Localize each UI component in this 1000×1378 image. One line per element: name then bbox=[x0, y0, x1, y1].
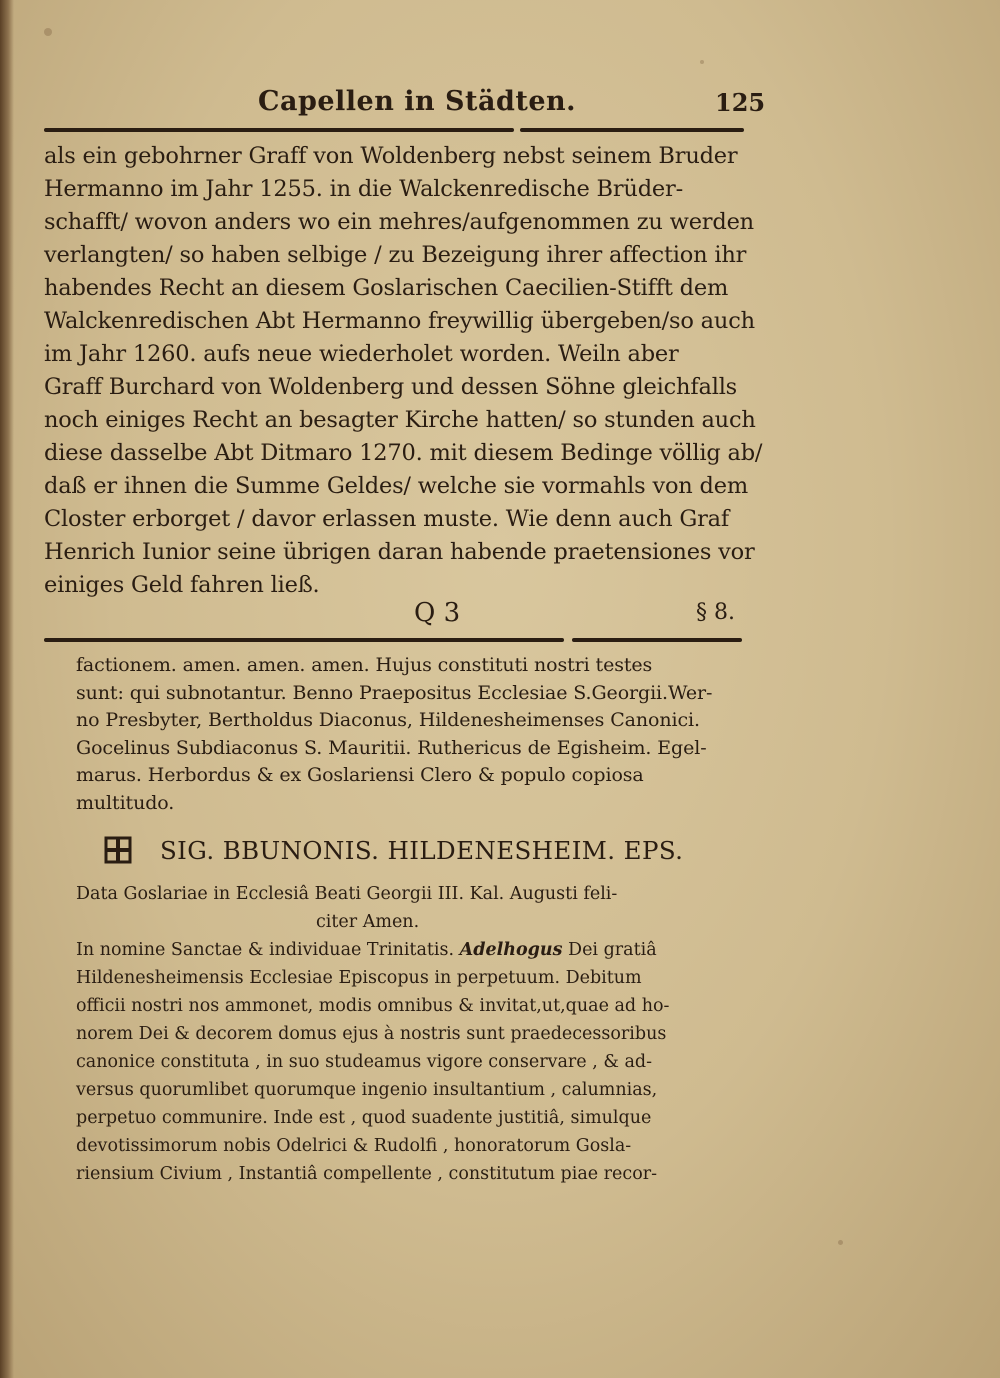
invocation: In nomine Sanctae & individuae Trinitatis. bbox=[76, 940, 455, 960]
running-head bbox=[40, 86, 766, 126]
text-line: Henrich Iunior seine übrigen daran habende praetensiones vor bbox=[44, 539, 755, 565]
head-rule bbox=[520, 128, 744, 132]
text-line: devotissimorum nobis Odelrici & Rudolfi , honoratorum Gosla- bbox=[76, 1136, 632, 1156]
paper-stain bbox=[44, 28, 52, 36]
text-line: verlangten/ so haben selbige / zu Bezeigung ihrer affection ihr bbox=[44, 242, 747, 268]
invocation-end: Dei gratiâ bbox=[568, 940, 657, 960]
latin-charter bbox=[76, 880, 766, 1188]
running-title: Capellen in Städten. bbox=[258, 86, 577, 117]
paper-stain bbox=[838, 1240, 843, 1245]
footnote-rule bbox=[572, 638, 742, 642]
text-line: no Presbyter, Bertholdus Diaconus, Hildenesheimenses Canonici. bbox=[76, 709, 700, 731]
signum-line bbox=[104, 834, 754, 874]
dating-line-end: citer Amen. bbox=[316, 912, 420, 932]
text-line: factionem. amen. amen. amen. Hujus constituti nostri testes bbox=[76, 654, 653, 676]
text-line: versus quorumlibet quorumque ingenio insultantium , calumnias, bbox=[76, 1080, 658, 1100]
text-line: Walckenredischen Abt Hermanno freywillig übergeben/so auch bbox=[44, 308, 755, 334]
latin-footnote bbox=[76, 652, 756, 817]
text-line: marus. Herbordus & ex Goslariensi Clero & populo copiosa bbox=[76, 764, 644, 786]
text-line: schafft/ wovon anders wo ein mehres/aufgenommen zu werden bbox=[44, 209, 754, 235]
text-line: Graff Burchard von Woldenberg und dessen Söhne gleichfalls bbox=[44, 374, 738, 400]
cross-icon bbox=[104, 836, 132, 864]
text-line: als ein gebohrner Graff von Woldenberg nebst seinem Bruder bbox=[44, 143, 738, 169]
text-line: diese dasselbe Abt Ditmaro 1270. mit diesem Bedinge völlig ab/ bbox=[44, 440, 763, 466]
bishop-name: Adelhogus bbox=[459, 940, 563, 960]
paragraph-catchword: § 8. bbox=[696, 600, 735, 625]
text-line: Hermanno im Jahr 1255. in die Walckenredische Brüder- bbox=[44, 176, 683, 202]
text-line: Closter erborget / davor erlassen muste. Wie denn auch Graf bbox=[44, 506, 730, 532]
signum-text: SIG. BBUNONIS. HILDENESHEIM. EPS. bbox=[160, 836, 684, 865]
text-line: multitudo. bbox=[76, 791, 175, 814]
text-line: noch einiges Recht an besagter Kirche hatten/ so stunden auch bbox=[44, 407, 756, 433]
page-number: 125 bbox=[715, 88, 766, 117]
dating-line: Data Goslariae in Ecclesiâ Beati Georgii III. Kal. Augusti feli- bbox=[76, 884, 618, 904]
text-line: sunt: qui subnotantur. Benno Praepositus Ecclesiae S.Georgii.Wer- bbox=[76, 681, 713, 704]
text-line: riensium Civium , Instantiâ compellente , constitutum piae recor- bbox=[76, 1164, 658, 1184]
footnote-rule bbox=[44, 638, 564, 642]
paper-stain bbox=[700, 60, 704, 64]
text-line: einiges Geld fahren ließ. bbox=[44, 572, 320, 598]
signature-row bbox=[44, 598, 744, 632]
text-line: daß er ihnen die Summe Geldes/ welche sie vormahls von dem bbox=[44, 473, 748, 499]
german-paragraph bbox=[44, 140, 763, 602]
text-line: officii nostri nos ammonet, modis omnibus & invitat,ut,quae ad ho- bbox=[76, 996, 670, 1016]
text-line: Hildenesheimensis Ecclesiae Episcopus in perpetuum. Debitum bbox=[76, 968, 642, 988]
text-line: im Jahr 1260. aufs neue wiederholet worden. Weiln aber bbox=[44, 341, 679, 367]
page-gutter bbox=[0, 0, 14, 1378]
text-line: Gocelinus Subdiaconus S. Mauritii. Ruthericus de Egisheim. Egel- bbox=[76, 736, 707, 759]
opening-line bbox=[76, 936, 766, 964]
signature-mark: Q 3 bbox=[414, 598, 461, 628]
text-line: habendes Recht an diesem Goslarischen Caecilien-Stifft dem bbox=[44, 275, 729, 301]
head-rule bbox=[44, 128, 514, 132]
text-line: norem Dei & decorem domus ejus à nostris sunt praedecessoribus bbox=[76, 1024, 667, 1044]
text-line: perpetuo communire. Inde est , quod suadente justitiâ, simulque bbox=[76, 1108, 652, 1128]
text-line: canonice constituta , in suo studeamus vigore conservare , & ad- bbox=[76, 1052, 653, 1072]
